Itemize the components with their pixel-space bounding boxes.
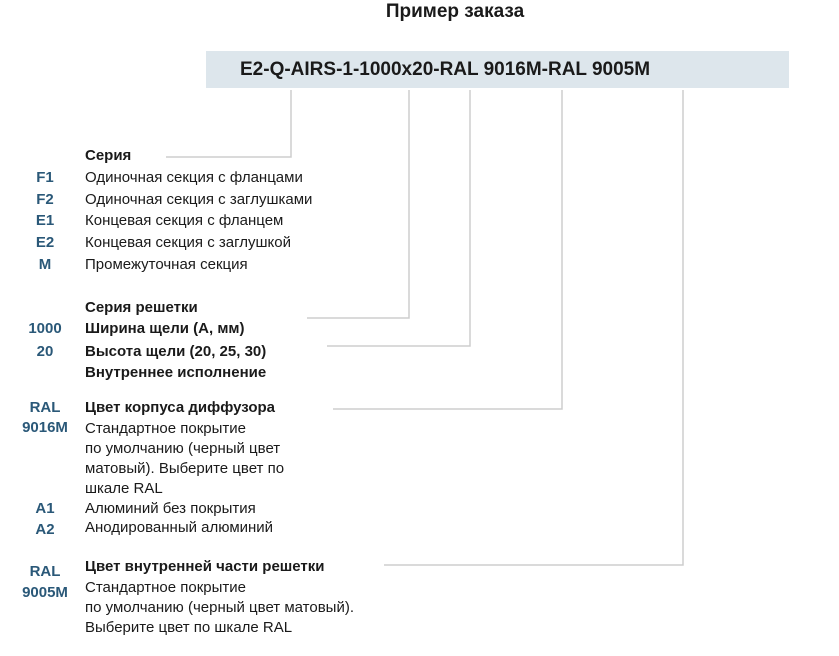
inner-color-desc-line: Выберите цвет по шкале RAL — [85, 619, 293, 636]
body-color-code-a2: A2 — [35, 521, 55, 538]
inner-color-heading: Цвет внутренней части решетки — [85, 558, 325, 575]
body-color-label-a1: Алюминий без покрытия — [85, 500, 256, 517]
height-label: Высота щели (20, 25, 30) — [85, 343, 267, 360]
inner-design-label: Внутреннее исполнение — [85, 364, 267, 381]
series-label-e1: Концевая секция с фланцем — [85, 212, 284, 229]
connector-height — [327, 90, 470, 346]
connector-width — [307, 90, 409, 318]
body-color-desc-line: Стандартное покрытие — [85, 420, 247, 437]
connector-series — [166, 90, 291, 157]
connector-body-color — [333, 90, 562, 409]
body-color-code-line2: 9016M — [22, 419, 68, 436]
order-code-box: E2-Q-AIRS-1-1000x20-RAL 9016M-RAL 9005M — [206, 51, 789, 88]
series-label-f1: Одиночная секция с фланцами — [85, 169, 303, 186]
series-code-m: M — [38, 256, 52, 273]
series-label-m: Промежуточная секция — [85, 256, 248, 273]
inner-color-code-line2: 9005M — [22, 584, 68, 601]
series-heading: Серия — [85, 147, 132, 164]
connector-inner-color — [384, 90, 683, 565]
series-label-e2: Концевая секция с заглушкой — [85, 234, 291, 251]
inner-color-desc-line: по умолчанию (черный цвет матовый). — [85, 599, 354, 616]
page-title: Пример заказа — [385, 1, 525, 22]
inner-color-desc-line: Стандартное покрытие — [85, 579, 247, 596]
width-code: 1000 — [28, 320, 62, 337]
inner-color-code-line1: RAL — [29, 563, 61, 580]
body-color-desc-line: по умолчанию (черный цвет — [85, 440, 281, 457]
width-label: Ширина щели (A, мм) — [85, 320, 245, 337]
body-color-desc-line: матовый). Выберите цвет по — [85, 460, 285, 477]
body-color-desc-line: шкале RAL — [85, 480, 163, 497]
body-color-code-a1: A1 — [35, 500, 55, 517]
body-color-label-a2: Анодированный алюминий — [85, 519, 274, 536]
body-color-code-line1: RAL — [29, 399, 61, 416]
series-label-f2: Одиночная секция с заглушками — [85, 191, 313, 208]
body-color-heading: Цвет корпуса диффузора — [85, 399, 276, 416]
series-code-f2: F2 — [36, 191, 54, 208]
series-code-f1: F1 — [36, 169, 54, 186]
series-code-e1: E1 — [35, 212, 55, 229]
series-code-e2: E2 — [35, 234, 55, 251]
height-code: 20 — [36, 343, 54, 360]
grille-heading: Серия решетки — [85, 299, 198, 316]
